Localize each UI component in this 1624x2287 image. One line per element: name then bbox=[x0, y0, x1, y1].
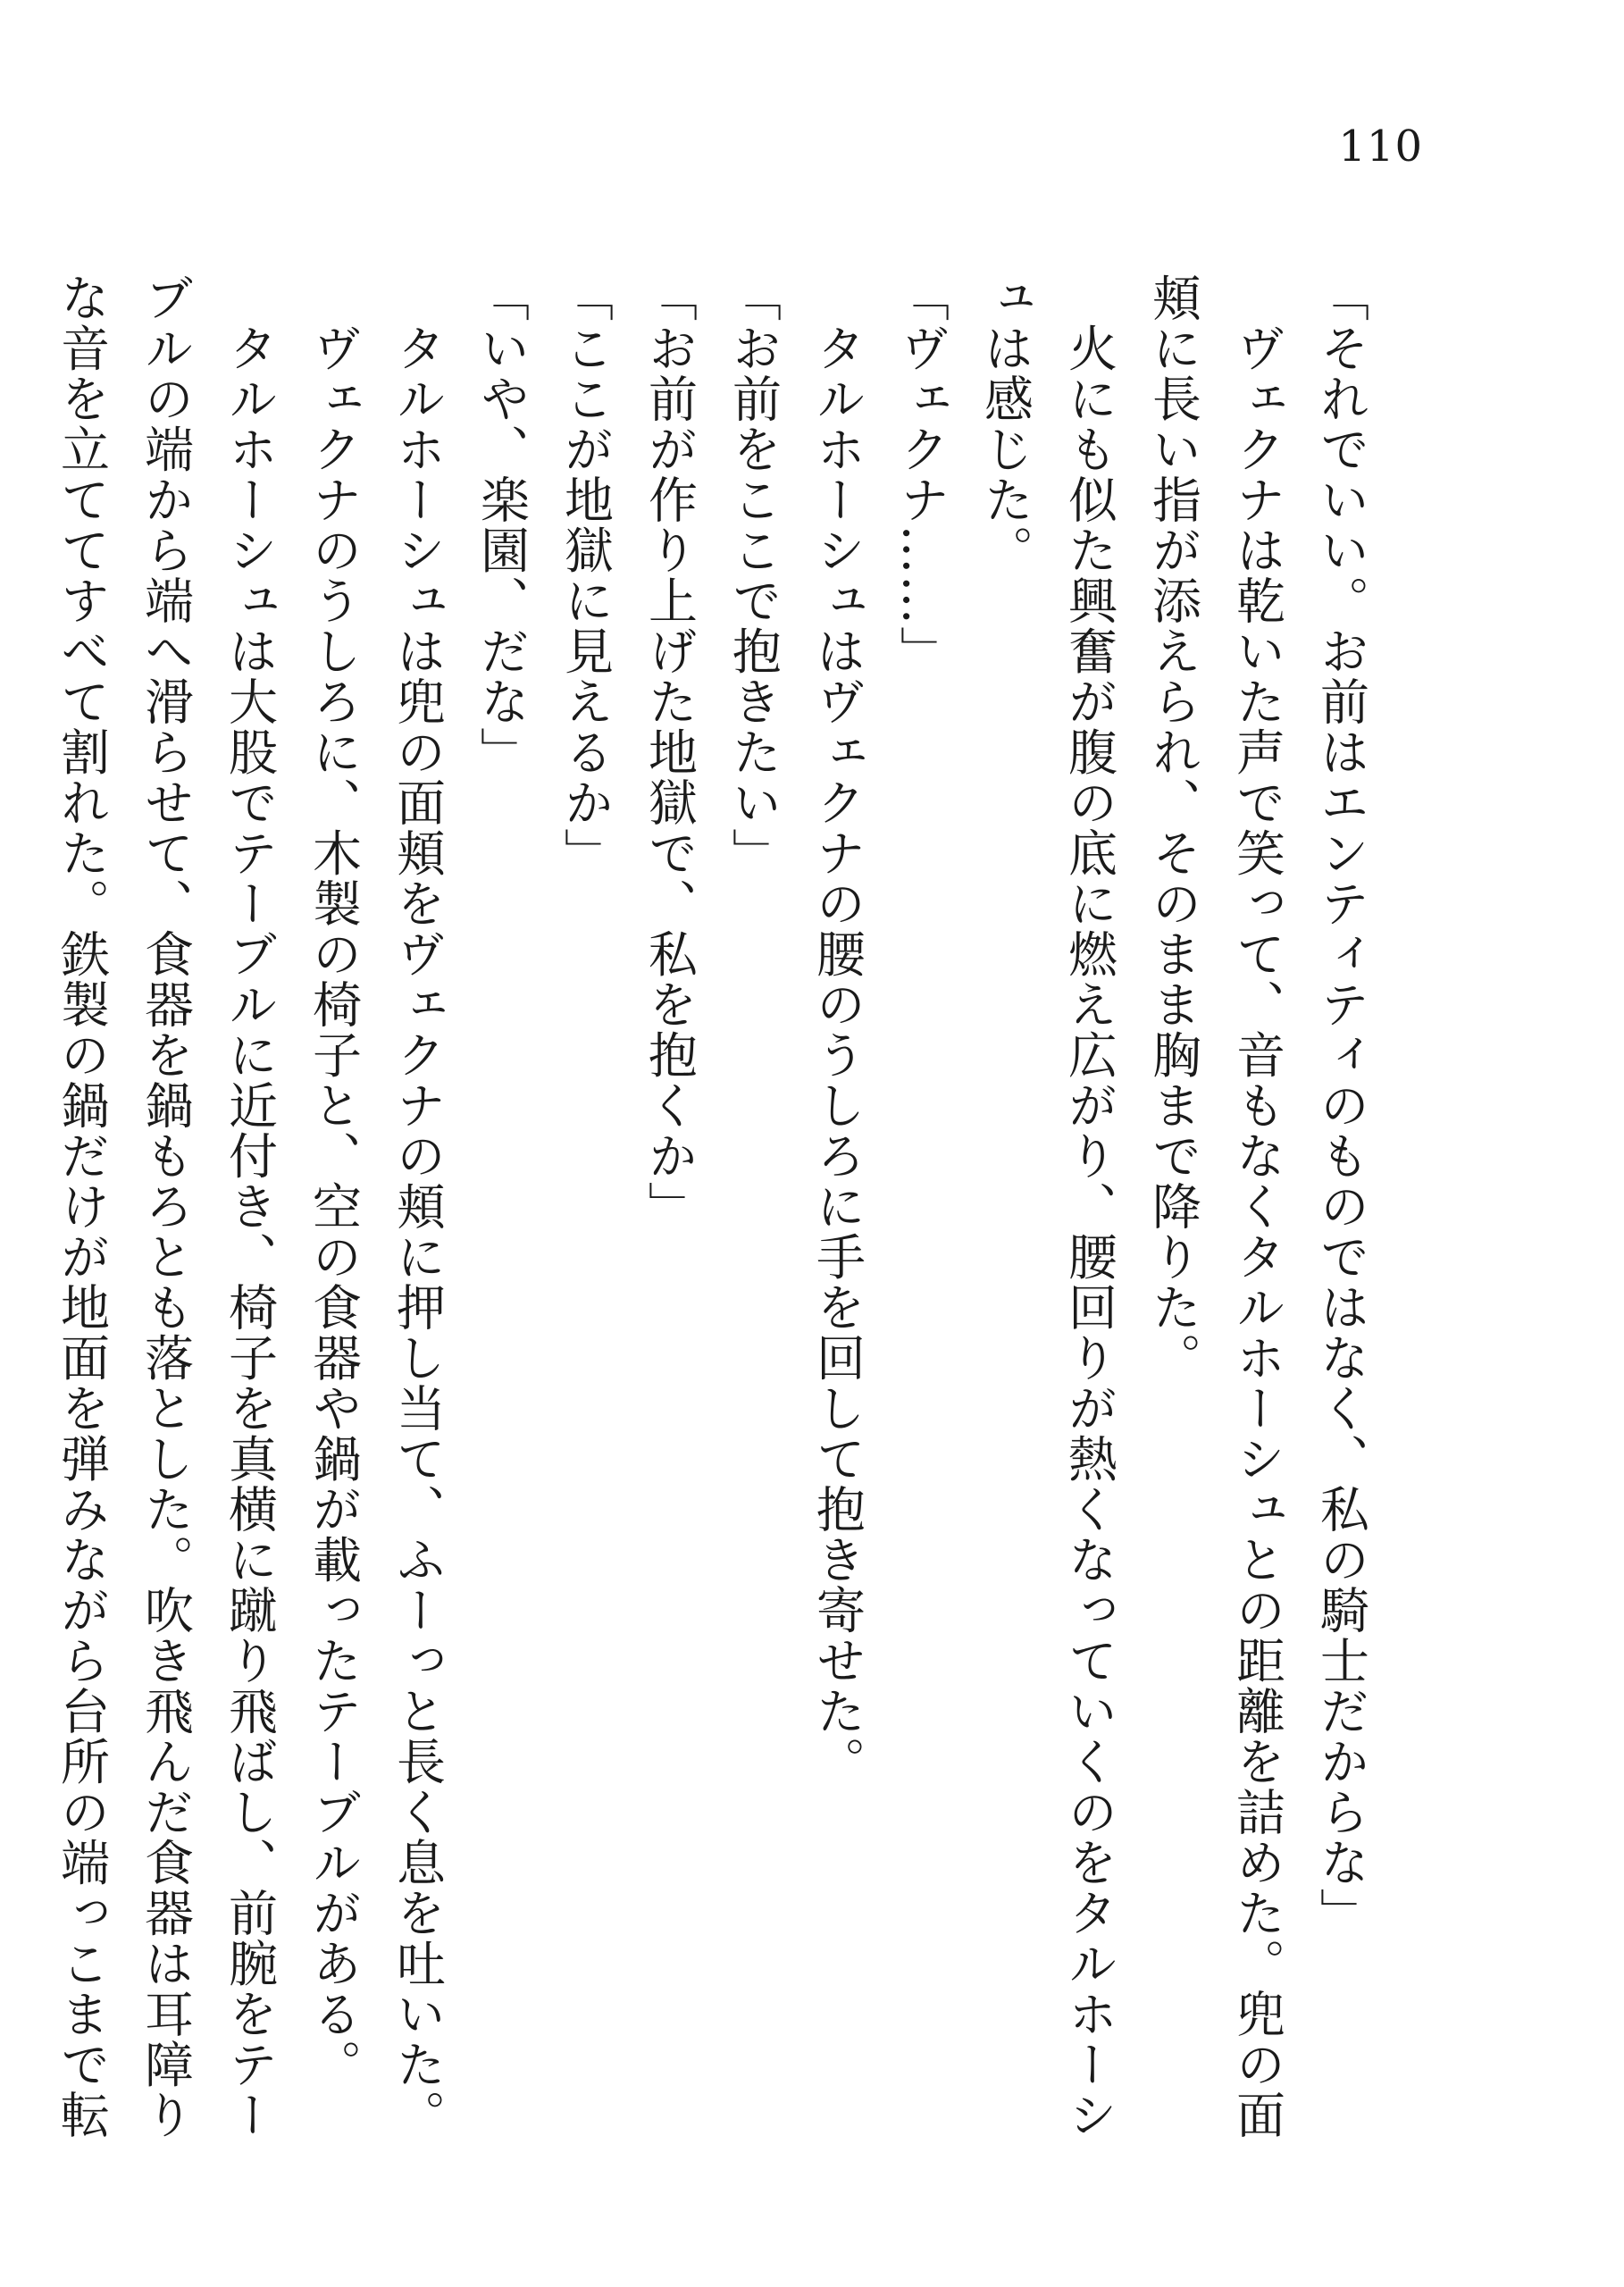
text-line-13: ヴェクナのうしろに、木製の椅子と、空の食器や鍋が載ったテーブルがある。 bbox=[305, 272, 362, 2090]
text-line-9: 「お前が作り上げた地獄で、私を抱くか」 bbox=[640, 272, 698, 1232]
text-line-16: な音を立ててすべて割れた。鉄製の鍋だけが地面を弾みながら台所の端っこまで転 bbox=[53, 272, 110, 2140]
text-line-8: 「お前をここで抱きたい」 bbox=[724, 272, 782, 878]
text-line-14: タルホーシュは大股でテーブルに近付き、椅子を真横に蹴り飛ばし、前腕をテー bbox=[221, 272, 278, 2140]
text-line-4: 火にも似た興奮が腹の底に燃え広がり、腰回りが熱くなっていくのをタルホーシ bbox=[1060, 272, 1118, 2140]
body-text bbox=[53, 272, 1383, 2140]
text-line-3: 頬に長い指が添えられ、そのまま胸まで降りた。 bbox=[1144, 272, 1201, 1383]
text-line-2: ヴェクナは乾いた声で笑って、音もなくタルホーシュとの距離を詰めた。兜の面 bbox=[1228, 272, 1285, 2140]
page-number: 110 bbox=[1338, 121, 1423, 172]
text-line-1: 「それでいい。お前はエンティティのものではなく、私の騎士だからな」 bbox=[1312, 272, 1369, 1939]
text-line-10: 「ここが地獄に見えるか」 bbox=[557, 272, 614, 878]
text-line-11: 「いや、楽園、だな」 bbox=[473, 272, 530, 777]
text-line-12: タルホーシュは兜の面頬をヴェクナの頬に押し当て、ふーっと長く息を吐いた。 bbox=[389, 272, 446, 2140]
text-line-6: 「ヴェクナ……」 bbox=[892, 272, 950, 676]
text-line-7: タルホーシュはヴェクナの腰のうしろに手を回して抱き寄せた。 bbox=[808, 272, 866, 1787]
text-line-5: ュは感じた。 bbox=[976, 272, 1034, 575]
text-line-15: ブルの端から端へ滑らせて、食器を鍋もろとも落とした。吹き飛んだ食器は耳障り bbox=[137, 272, 194, 2140]
